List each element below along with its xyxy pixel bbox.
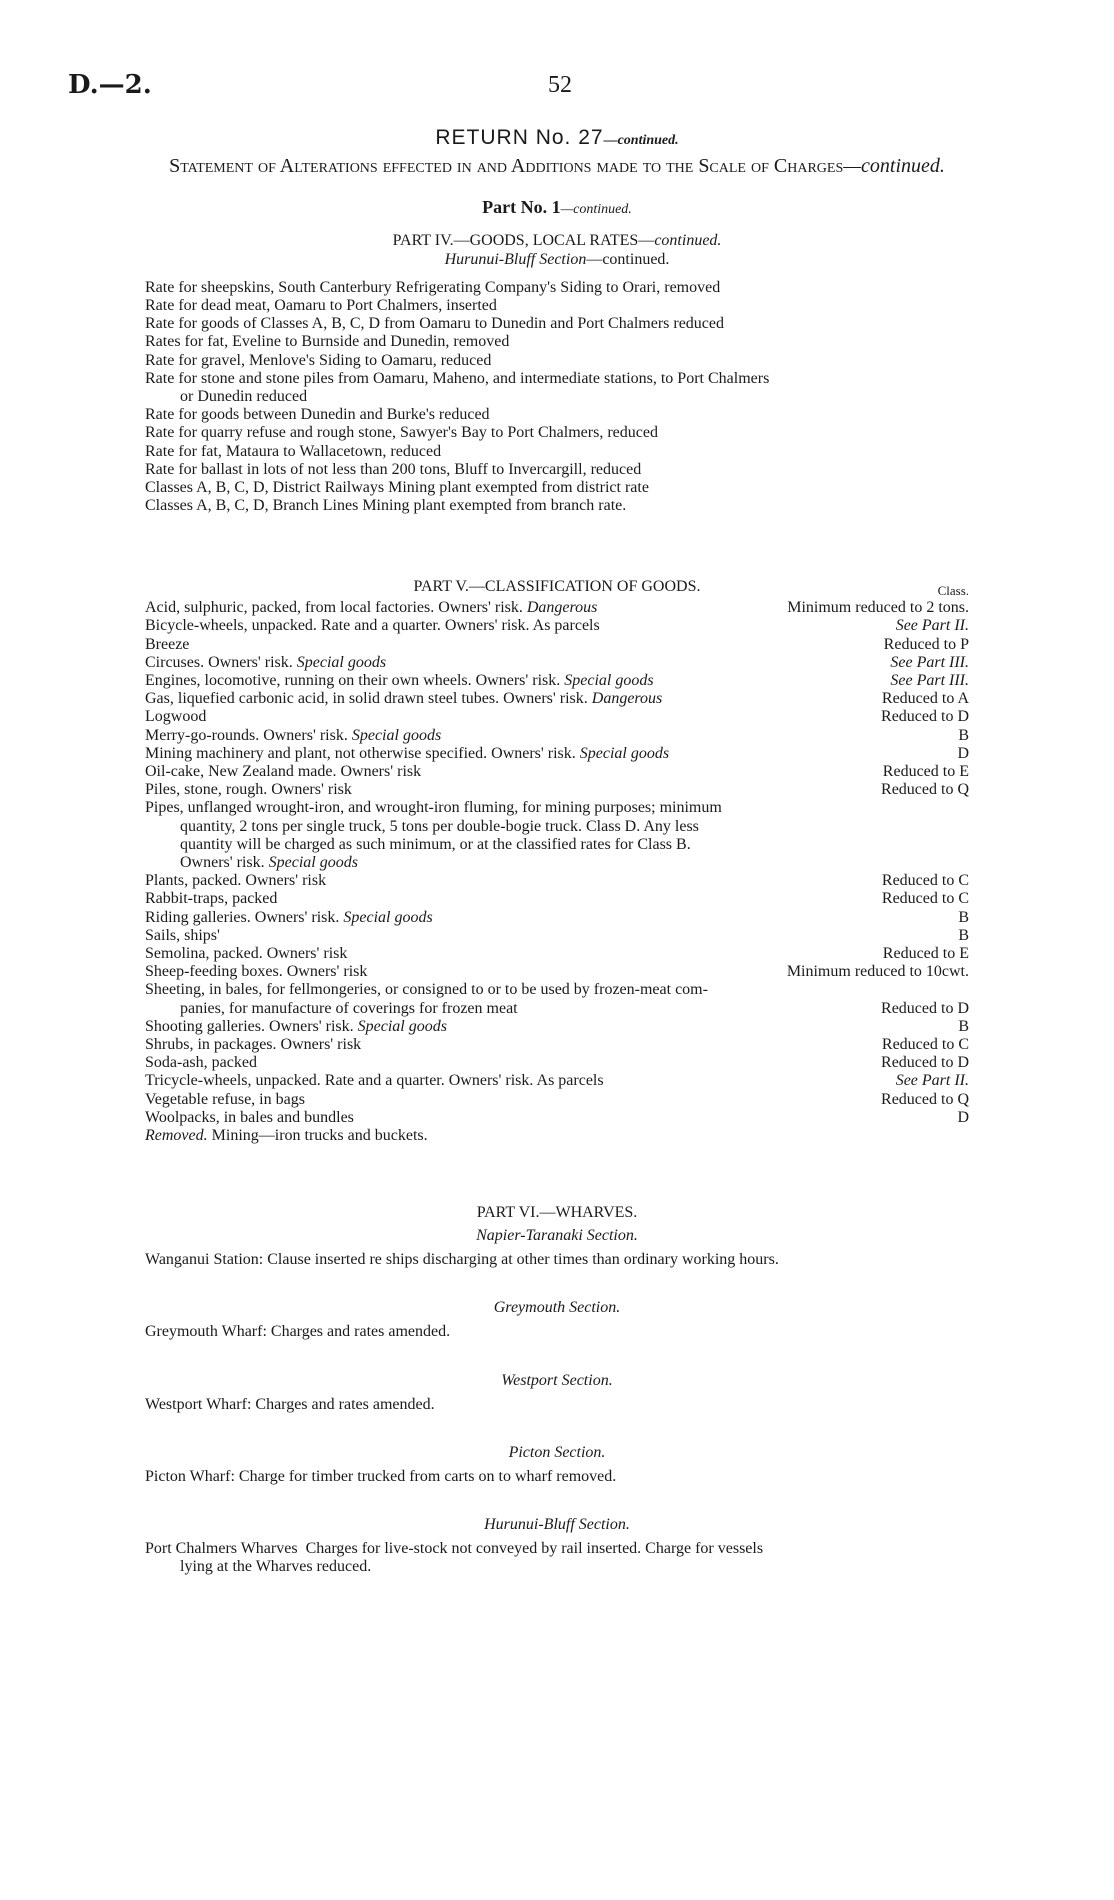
row-item: Sheep-feeding boxes. Owners' risk <box>145 963 368 980</box>
row-item: Plants, packed. Owners' risk <box>145 872 327 889</box>
row-class: Reduced to C <box>881 1036 969 1053</box>
row-note: Special goods <box>296 654 387 671</box>
wharf-entry <box>145 1540 763 1558</box>
part-number-suffix: —continued. <box>560 202 632 217</box>
wharf-text: Charges for live-stock not conveyed by rail inserted. Charge for vessels <box>305 1540 764 1557</box>
removed-note <box>145 1127 428 1145</box>
table-row <box>145 890 277 908</box>
row-note: Special goods <box>579 745 670 762</box>
row-class: Reduced to D <box>881 708 969 725</box>
table-row <box>145 1109 354 1127</box>
table-row <box>145 927 220 945</box>
row-class: See Part III. <box>890 672 969 689</box>
part-iv-section-suffix: —continued. <box>586 251 670 268</box>
row-item: Soda-ash, packed <box>145 1054 257 1071</box>
row-item: Oil-cake, New Zealand made. Owners' risk <box>145 763 422 780</box>
row-class: Reduced to D <box>881 1054 969 1071</box>
table-row <box>145 1018 447 1036</box>
document-reference: D.—2. <box>68 70 152 100</box>
table-row-sheeting: Sheeting, in bales, for fellmongeries, or consigned to or to be used by frozen-meat com- <box>145 981 708 998</box>
wharf-label: Port Chalmers Wharves <box>145 1540 298 1557</box>
table-row <box>145 963 367 981</box>
page-number: 52 <box>548 72 572 98</box>
list-item-continuation: or Dunedin reduced <box>180 388 308 405</box>
list-item: Rate for fat, Mataura to Wallacetown, reduced <box>145 443 442 460</box>
row-item: Shrubs, in packages. Owners' risk <box>145 1036 362 1053</box>
row-class: B <box>958 727 969 744</box>
row-note: Special goods <box>351 727 442 744</box>
part-number-heading <box>0 196 1114 221</box>
wharf-label: Greymouth Wharf: <box>145 1323 267 1340</box>
row-item: Rabbit-traps, packed <box>145 890 278 907</box>
statement-text: Statement of Alterations effected in and Additions made to the Scale of Charges <box>169 155 844 177</box>
part-iv-section-name: Hurunui-Bluff Section <box>444 251 587 268</box>
row-class: D <box>957 1109 969 1126</box>
row-class: Reduced to C <box>881 872 969 889</box>
list-item: Rate for stone and stone piles from Oamaru, Maheno, and intermediate stations, to Port Chalmers <box>145 370 770 387</box>
return-title <box>0 124 1114 154</box>
row-item: Breeze <box>145 636 190 653</box>
part-vi-heading: PART VI.—WHARVES. <box>476 1204 638 1221</box>
row-note: Special goods <box>343 909 433 926</box>
row-class: D <box>957 745 969 762</box>
part-number-main: Part No. 1 <box>482 197 561 217</box>
table-row-continuation: quantity, 2 tons per single truck, 5 tons per double-bogie truck. Class D. Any less <box>180 818 699 835</box>
row-item: Sails, ships' <box>145 927 220 944</box>
table-row <box>145 745 669 763</box>
row-class: Reduced to Q <box>881 1091 969 1108</box>
row-class: See Part II. <box>895 1072 969 1089</box>
statement-suffix: —continued. <box>843 155 945 177</box>
wharf-entry <box>145 1323 450 1341</box>
list-item: Rate for gravel, Menlove's Siding to Oamaru, reduced <box>145 352 492 369</box>
section-title: Picton Section. <box>508 1444 606 1461</box>
row-class: Reduced to P <box>883 636 969 653</box>
row-class: Reduced to Q <box>881 781 969 798</box>
row-note: Special goods <box>564 672 654 689</box>
table-row-continuation <box>180 854 358 872</box>
row-item: Riding galleries. Owners' risk. <box>145 909 340 926</box>
statement-heading <box>0 154 1114 178</box>
list-item: Rate for quarry refuse and rough stone, Sawyer's Bay to Port Chalmers, reduced <box>145 424 658 441</box>
table-row <box>145 763 421 781</box>
wharf-label: Westport Wharf: <box>145 1396 252 1413</box>
row-class: Reduced to A <box>881 690 969 707</box>
wharf-entry <box>145 1468 616 1486</box>
row-class: See Part III. <box>890 654 969 671</box>
row-class: B <box>958 909 969 926</box>
table-row <box>145 1091 305 1109</box>
row-item: Gas, liquefied carbonic acid, in solid drawn steel tubes. Owners' risk. <box>145 690 588 707</box>
list-item: Rate for ballast in lots of not less than 200 tons, Bluff to Invercargill, reduced <box>145 461 642 478</box>
table-row <box>145 690 662 708</box>
section-title: Westport Section. <box>501 1372 613 1389</box>
row-class: Minimum reduced to 10cwt. <box>786 963 969 980</box>
row-note: Special goods <box>357 1018 447 1035</box>
return-title-suffix: —continued. <box>603 133 679 148</box>
return-title-main: RETURN No. 27 <box>435 126 604 149</box>
part-iv-title-suffix: continued. <box>654 232 722 249</box>
list-item: Rate for goods of Classes A, B, C, D from Oamaru to Dunedin and Port Chalmers reduced <box>145 315 725 332</box>
row-item: Semolina, packed. Owners' risk <box>145 945 348 962</box>
row-item: Tricycle-wheels, unpacked. Rate and a quarter. Owners' risk. As parcels <box>145 1072 604 1089</box>
row-class: Reduced to E <box>882 945 969 962</box>
wharf-entry <box>145 1396 435 1414</box>
row-item: Vegetable refuse, in bags <box>145 1091 305 1108</box>
list-item: Rate for dead meat, Oamaru to Port Chalmers, inserted <box>145 297 497 314</box>
part-iv-heading <box>0 232 1114 250</box>
wharf-entry <box>145 1251 779 1269</box>
row-item: Woolpacks, in bales and bundles <box>145 1109 354 1126</box>
wharf-text: Charges and rates amended. <box>255 1396 435 1413</box>
table-row <box>145 909 433 927</box>
row-item: Mining machinery and plant, not otherwise specified. Owners' risk. <box>145 745 576 762</box>
table-row <box>145 636 189 654</box>
wharf-label: Picton Wharf: <box>145 1468 235 1485</box>
list-item: Rates for fat, Eveline to Burnside and Dunedin, removed <box>145 333 510 350</box>
row-note: Special goods <box>268 854 358 871</box>
part-iv-title: PART IV.—GOODS, LOCAL RATES— <box>392 232 655 249</box>
list-item: Classes A, B, C, D, District Railways Mining plant exempted from district rate <box>145 479 649 496</box>
removed-label: Removed. <box>145 1127 208 1144</box>
row-class: Minimum reduced to 2 tons. <box>787 599 969 616</box>
section-title: Greymouth Section. <box>493 1299 621 1316</box>
removed-text: Mining—iron trucks and buckets. <box>211 1127 428 1144</box>
list-item: Classes A, B, C, D, Branch Lines Mining plant exempted from branch rate. <box>145 497 627 514</box>
wharf-entry-continuation: lying at the Wharves reduced. <box>180 1558 372 1575</box>
section-title: Hurunui-Bluff Section. <box>484 1516 630 1533</box>
row-class: Reduced to D <box>881 1000 969 1017</box>
part-v-heading: PART V.—CLASSIFICATION OF GOODS. <box>413 578 701 595</box>
table-row <box>145 617 600 635</box>
table-row <box>145 1072 604 1090</box>
row-item: Bicycle-wheels, unpacked. Rate and a quarter. Owners' risk. As parcels <box>145 617 600 634</box>
wharf-label: Wanganui Station: <box>145 1251 264 1268</box>
table-row <box>145 654 386 672</box>
list-item: Rate for sheepskins, South Canterbury Refrigerating Company's Siding to Orari, removed <box>145 279 721 296</box>
section-title: Napier-Taranaki Section. <box>476 1227 638 1244</box>
table-row <box>145 1054 257 1072</box>
table-row <box>145 945 347 963</box>
row-item: Piles, stone, rough. Owners' risk <box>145 781 352 798</box>
row-item: Owners' risk. <box>180 854 265 871</box>
row-note: Dangerous <box>526 599 598 616</box>
table-row-continuation: quantity will be charged as such minimum, or at the classified rates for Class B. <box>180 836 691 853</box>
row-item: Circuses. Owners' risk. <box>145 654 293 671</box>
row-item: Acid, sulphuric, packed, from local factories. Owners' risk. <box>145 599 523 616</box>
row-class: Reduced to C <box>881 890 969 907</box>
row-item: Merry-go-rounds. Owners' risk. <box>145 727 348 744</box>
row-class: B <box>958 927 969 944</box>
row-item: Engines, locomotive, running on their own wheels. Owners' risk. <box>145 672 561 689</box>
row-class: Reduced to E <box>882 763 969 780</box>
table-row-continuation: panies, for manufacture of coverings for frozen meat <box>180 1000 518 1017</box>
class-column-header: Class. <box>937 583 969 598</box>
wharf-text: Charge for timber trucked from carts on to wharf removed. <box>238 1468 617 1485</box>
table-row <box>145 727 441 745</box>
row-note: Dangerous <box>591 690 663 707</box>
row-class: See Part II. <box>895 617 969 634</box>
table-row <box>145 1036 361 1054</box>
wharf-text: Clause inserted re ships discharging at other times than ordinary working hours. <box>267 1251 779 1268</box>
row-item: Shooting galleries. Owners' risk. <box>145 1018 354 1035</box>
wharf-text: Charges and rates amended. <box>270 1323 451 1340</box>
table-row <box>145 672 654 690</box>
row-item: Logwood <box>145 708 207 725</box>
part-iv-section <box>0 251 1114 269</box>
table-row <box>145 599 597 617</box>
table-row <box>145 872 326 890</box>
list-item: Rate for goods between Dunedin and Burke's reduced <box>145 406 490 423</box>
row-class: B <box>958 1018 969 1035</box>
table-row <box>145 781 352 799</box>
table-row-pipes: Pipes, unflanged wrought-iron, and wrought-iron fluming, for mining purposes; minimum <box>145 799 722 816</box>
table-row <box>145 708 206 726</box>
